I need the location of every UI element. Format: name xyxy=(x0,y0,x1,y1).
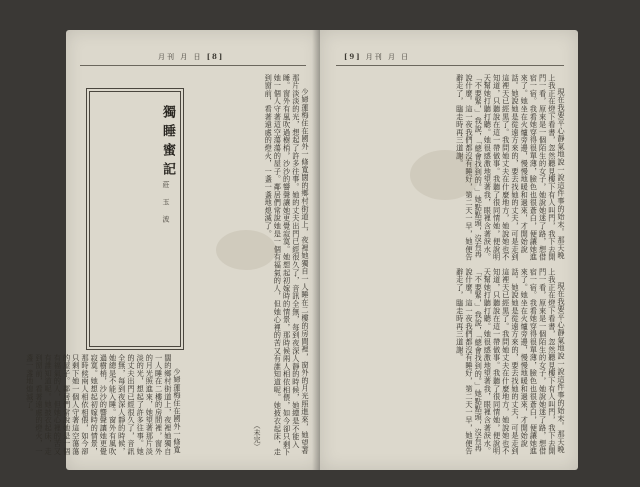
right-page xyxy=(320,30,578,470)
paper-stain xyxy=(216,230,276,270)
end-mark: （未完） xyxy=(253,422,261,450)
story-title: 獨睡蜜記 xyxy=(160,105,175,181)
title-box xyxy=(86,88,184,350)
page-number-left: [8] xyxy=(206,52,225,61)
page-number-right: [9] xyxy=(344,52,362,61)
right-body-text-lower: 現在我要平心靜氣地說一說這件事的始末。那天晚上我正在燈下看書，忽然聽見樓下有人叫門，我下去開門一看，原來是一個陌生的女子，她說她迷了路，想借宿一宿。我看她穿得很單薄，臉色也很蒼白，便讓她進來了。她坐在火爐旁邊，慢慢地暖和過來，才開始說話。她說她是從遠方來的，要去找她的丈夫，可是走到這裡天已經黑了。我問她丈夫在什麼地方，她說她也不知道，只聽說在這一帶做事。我聽了很同情她，便說明天幫她打聽打聽。她很感激地望著我，眼裡含著淚水。「不要緊，」我說，「總會找到的。」她點點頭，沒有再說什麼。這一夜我們都沒有睡好，第二天一早，她便告辭走了，臨走時再三道謝。 xyxy=(455,268,566,456)
running-head-text: 月刊 月 日 xyxy=(158,53,203,61)
running-head-right xyxy=(344,52,410,62)
running-head-text: 月刊 月 日 xyxy=(365,53,411,61)
header-rule xyxy=(80,65,306,66)
author-name: 莊 玉 波 xyxy=(162,181,170,227)
right-body-text-upper: 現在我要平心靜氣地說一說這件事的始末。那天晚上我正在燈下看書，忽然聽見樓下有人叫門，我下去開門一看，原來是一個陌生的女子，她說她迷了路，想借宿一宿。我看她穿得很單薄，臉色也很蒼白，便讓她進來了。她坐在火爐旁邊，慢慢地暖和過來，才開始說話。她說她是從遠方來的，要去找她的丈夫，可是走到這裡天已經黑了。我問她丈夫在什麼地方，她說她也不知道，只聽說在這一帶做事。我聽了很同情她，便說明天幫她打聽打聽。她很感激地望著我，眼裡含著淚水。「不要緊，」我說，「總會找到的。」她點點頭，沒有再說什麼。這一夜我們都沒有睡好，第二天一早，她便告辭走了，臨走時再三道謝。 xyxy=(455,74,566,262)
left-page xyxy=(25,30,320,470)
paper-stain xyxy=(410,150,480,200)
left-body-text: 少婦蓮梅住在國外一條寬闊的鄉村街道上，夜裡她獨自一人睡在二樓的房間裡，窗外的月光照進來，她望著那片淡淡的光，想起了許多往事。她的丈夫出門已經很久了，音訊全無，每到夜深人靜的時候，她總是不能入睡。窗外有風吹過樹梢，沙沙的響聲讓她更覺寂寞。她想起初嫁時的情景，那時候兩人相依相偎，如今卻只剩下她一個人守著這空蕩蕩的屋子。鄰居們常說她是一個有福氣的人，但她心裡的苦又有誰知道呢。她披衣起床，走到窗前，看著遠處的燈火，一盞一盞地熄滅了。 xyxy=(264,74,310,457)
header-rule xyxy=(336,65,564,66)
running-head-left xyxy=(158,52,224,62)
left-body-text-lower: 少婦蓮梅住在國外一條寬闊的鄉村街道上，夜裡她獨自一人睡在二樓的房間裡，窗外的月光照進來，她望著那片淡淡的光，想起了許多往事。她的丈夫出門已經很久了，音訊全無，每到夜深人靜的時候，她總是不能入睡。窗外有風吹過樹梢，沙沙的響聲讓她更覺寂寞。她想起初嫁時的情景，那時候兩人相依相偎，如今卻只剩下她一個人守著這空蕩蕩的屋子。鄰居們常說她是一個有福氣的人，但她心裡的苦又有誰知道呢。她披衣起床，走到窗前，看著遠處的燈火，一盞一盞地熄滅了。 xyxy=(25,354,182,456)
